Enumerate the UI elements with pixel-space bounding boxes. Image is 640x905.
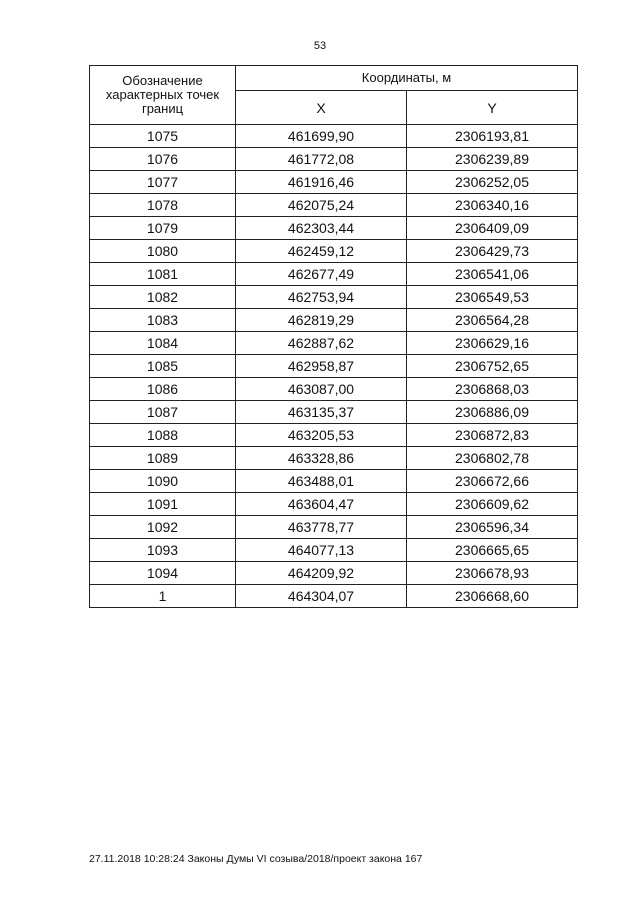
point-number-cell: 1076 [90, 148, 236, 171]
x-coordinate-cell: 462753,94 [236, 286, 407, 309]
y-coordinate-cell: 2306886,09 [407, 401, 578, 424]
x-coordinate-cell: 463087,00 [236, 378, 407, 401]
y-coordinate-cell: 2306678,93 [407, 562, 578, 585]
y-coordinate-cell: 2306868,03 [407, 378, 578, 401]
point-number-cell: 1 [90, 585, 236, 608]
point-number-cell: 1085 [90, 355, 236, 378]
point-number-cell: 1086 [90, 378, 236, 401]
table-row [90, 194, 578, 217]
point-number-cell: 1092 [90, 516, 236, 539]
table-row [90, 447, 578, 470]
y-coordinate-cell: 2306564,28 [407, 309, 578, 332]
footer-document-stamp: 27.11.2018 10:28:24 Законы Думы VI созыва/2018/проект закона 167 [89, 853, 423, 865]
header-y: Y [407, 91, 578, 125]
table-row [90, 493, 578, 516]
table-body [90, 125, 578, 608]
y-coordinate-cell: 2306872,83 [407, 424, 578, 447]
table-row [90, 562, 578, 585]
point-number-cell: 1077 [90, 171, 236, 194]
y-coordinate-cell: 2306549,53 [407, 286, 578, 309]
point-number-cell: 1089 [90, 447, 236, 470]
y-coordinate-cell: 2306802,78 [407, 447, 578, 470]
y-coordinate-cell: 2306596,34 [407, 516, 578, 539]
table-row [90, 309, 578, 332]
table-row [90, 332, 578, 355]
y-coordinate-cell: 2306239,89 [407, 148, 578, 171]
point-number-cell: 1094 [90, 562, 236, 585]
table-row [90, 378, 578, 401]
y-coordinate-cell: 2306252,05 [407, 171, 578, 194]
x-coordinate-cell: 464304,07 [236, 585, 407, 608]
x-coordinate-cell: 462075,24 [236, 194, 407, 217]
x-coordinate-cell: 464209,92 [236, 562, 407, 585]
y-coordinate-cell: 2306409,09 [407, 217, 578, 240]
point-number-cell: 1082 [90, 286, 236, 309]
point-number-cell: 1081 [90, 263, 236, 286]
header-x: X [236, 91, 407, 125]
header-coordinates: Координаты, м [236, 66, 578, 91]
point-number-cell: 1088 [90, 424, 236, 447]
point-number-cell: 1087 [90, 401, 236, 424]
table-row [90, 424, 578, 447]
point-number-cell: 1083 [90, 309, 236, 332]
table-header [90, 66, 578, 125]
point-number-cell: 1079 [90, 217, 236, 240]
x-coordinate-cell: 462958,87 [236, 355, 407, 378]
y-coordinate-cell: 2306668,60 [407, 585, 578, 608]
table-row [90, 539, 578, 562]
x-coordinate-cell: 463488,01 [236, 470, 407, 493]
table-row [90, 217, 578, 240]
y-coordinate-cell: 2306340,16 [407, 194, 578, 217]
x-coordinate-cell: 463328,86 [236, 447, 407, 470]
table-row [90, 263, 578, 286]
y-coordinate-cell: 2306193,81 [407, 125, 578, 148]
y-coordinate-cell: 2306665,65 [407, 539, 578, 562]
table-row [90, 125, 578, 148]
point-number-cell: 1091 [90, 493, 236, 516]
x-coordinate-cell: 464077,13 [236, 539, 407, 562]
x-coordinate-cell: 463604,47 [236, 493, 407, 516]
table-row [90, 585, 578, 608]
coordinates-table-container [89, 65, 577, 608]
x-coordinate-cell: 462677,49 [236, 263, 407, 286]
table-row [90, 516, 578, 539]
x-coordinate-cell: 463205,53 [236, 424, 407, 447]
x-coordinate-cell: 461916,46 [236, 171, 407, 194]
y-coordinate-cell: 2306629,16 [407, 332, 578, 355]
table-row [90, 240, 578, 263]
y-coordinate-cell: 2306609,62 [407, 493, 578, 516]
y-coordinate-cell: 2306672,66 [407, 470, 578, 493]
point-number-cell: 1093 [90, 539, 236, 562]
x-coordinate-cell: 462819,29 [236, 309, 407, 332]
point-number-cell: 1084 [90, 332, 236, 355]
table-row [90, 401, 578, 424]
y-coordinate-cell: 2306752,65 [407, 355, 578, 378]
point-number-cell: 1075 [90, 125, 236, 148]
y-coordinate-cell: 2306541,06 [407, 263, 578, 286]
coordinates-table [89, 65, 578, 608]
table-row [90, 286, 578, 309]
x-coordinate-cell: 461772,08 [236, 148, 407, 171]
header-point-designation: Обозначение характерных точек границ [90, 66, 236, 125]
table-row [90, 470, 578, 493]
x-coordinate-cell: 463135,37 [236, 401, 407, 424]
y-coordinate-cell: 2306429,73 [407, 240, 578, 263]
point-number-cell: 1078 [90, 194, 236, 217]
x-coordinate-cell: 462887,62 [236, 332, 407, 355]
x-coordinate-cell: 462303,44 [236, 217, 407, 240]
point-number-cell: 1080 [90, 240, 236, 263]
table-row [90, 355, 578, 378]
x-coordinate-cell: 461699,90 [236, 125, 407, 148]
x-coordinate-cell: 462459,12 [236, 240, 407, 263]
x-coordinate-cell: 463778,77 [236, 516, 407, 539]
table-row [90, 171, 578, 194]
point-number-cell: 1090 [90, 470, 236, 493]
page-number: 53 [313, 40, 327, 52]
table-row [90, 148, 578, 171]
